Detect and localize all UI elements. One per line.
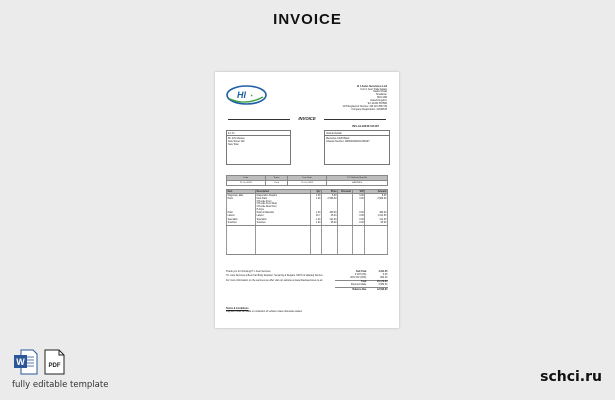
item-cell: Paint (227, 212, 256, 215)
company-line: United Kingdom (369, 99, 387, 103)
qty-cell: 1.00 (310, 212, 321, 215)
totals-value: 862.30 (380, 276, 388, 279)
filler-cell (338, 226, 352, 255)
vat-cell: 0.00 (352, 198, 365, 212)
company-details (307, 85, 387, 112)
terms-section (226, 308, 366, 314)
description-line: O/S side Front Rear (256, 203, 277, 206)
thank-you-notes (226, 271, 326, 284)
description-line: Diagnostics Repairs (256, 194, 277, 197)
col-description: Description (255, 190, 310, 194)
meta-due-date: 21 Oct 2022 (288, 181, 327, 186)
totals-label: Balance Due (335, 287, 367, 291)
description-line: Specialist (256, 218, 267, 221)
col-amount: Amount (365, 190, 388, 194)
company-line: SM1 2AB (376, 96, 387, 100)
vat-cell: 0.00 (352, 212, 365, 215)
item-cell: Parts (227, 198, 256, 212)
description-line: Pumps (256, 208, 264, 211)
qty-cell: 1.00 (310, 222, 321, 226)
description-cell (255, 198, 310, 212)
meta-header-date: Date (227, 176, 266, 181)
filler-cell (365, 226, 388, 255)
col-vat: VAT (352, 190, 365, 194)
bill-to-box (226, 130, 291, 165)
amount-cell: 480.00 (365, 212, 388, 215)
vehicle-details-box (324, 130, 390, 165)
amount-cell: 121.00 (365, 218, 388, 221)
table-row (227, 198, 388, 212)
vehicle-detail-line: Mercedes C220 Black (326, 136, 350, 140)
filler-cell (321, 226, 337, 255)
col-discount: Discount (338, 190, 352, 194)
discount-cell (338, 198, 352, 212)
totals-label: 0 VAT (0%) (354, 273, 367, 276)
price-cell: 8.00 (321, 194, 337, 198)
company-line: Smalltown (375, 93, 387, 97)
meta-header-due-date: Due Date (288, 176, 327, 181)
totals-value: 0.00 (382, 273, 388, 276)
price-cell: 65.00 (321, 222, 337, 226)
page-title: INVOICE (273, 11, 342, 28)
meta-header-terms: Terms (265, 176, 287, 181)
meta-header-reg-no: P.O./Vehicle Reg No (327, 176, 388, 181)
thank-you-line: Thank you for choosing H.I. Auto Services (226, 270, 271, 273)
col-qty: Qty (310, 190, 321, 194)
qty-cell: 1.00 (310, 194, 321, 198)
filler-cell (310, 226, 321, 255)
item-cell: Sundries (227, 222, 256, 226)
amount-cell: 65.00 (365, 222, 388, 226)
svg-text:✦: ✦ (250, 93, 254, 98)
invoice-sheet (215, 72, 399, 328)
table-row-filler (227, 226, 388, 255)
vat-cell: 0.00 (352, 218, 365, 221)
meta-date: 21 Oct 2022 (227, 181, 266, 186)
description-line: O/S side Rear Door (256, 205, 277, 208)
totals-label: Payment Made (350, 284, 367, 287)
totals-label: Total (335, 280, 367, 284)
totals-value: 4,311.50 (378, 270, 388, 273)
company-line: VAT Registered Number: GB 123 4567 89 (342, 104, 387, 108)
invoice-number: INV-AL12345-VO137 (352, 124, 379, 128)
col-price: Price (321, 190, 337, 194)
price-cell: 45.00 (321, 215, 337, 218)
pdf-icon-label: PDF (48, 363, 61, 369)
amount-cell: 8.00 (365, 194, 388, 198)
filler-cell (227, 226, 256, 255)
invoice-heading: INVOICE (298, 116, 316, 121)
vat-cell: 0.00 (352, 194, 365, 198)
pdf-file-icon (45, 350, 64, 374)
bill-to-line: Mr John Davies (228, 136, 245, 140)
col-item: Item (227, 190, 256, 194)
brand-watermark: schci.ru (540, 369, 602, 385)
file-format-icons (13, 349, 69, 375)
vehicle-detail-line: Chassis Number: WDD2040022A156227 (326, 139, 370, 143)
item-cell: Labour (227, 215, 256, 218)
totals-value: £2,593.80 (367, 287, 388, 291)
description-line: New Parts (256, 198, 268, 200)
totals-value: £5,173.80 (367, 280, 388, 284)
company-line: Company Registration: 12345678 (351, 107, 387, 111)
description-line: Paint & Materials (256, 211, 274, 214)
bill-to-line: New Street 123 (228, 139, 245, 143)
template-caption: fully editable template (12, 380, 109, 390)
thank-you-line: H.I. Auto Services a Best Car Body Repairer, Servicing & Repairs, MOTs & Valeting Service (226, 274, 323, 278)
qty-cell: 1.00 (310, 218, 321, 221)
bill-to-line: New Town (228, 142, 239, 146)
vehicle-details-header: Vehicle Details (325, 131, 389, 136)
totals-value: 2,580.00 (378, 284, 388, 287)
terms-heading: Terms & Conditions (226, 307, 249, 310)
company-line: Station Road (373, 90, 387, 94)
company-line: Unit 3, Auto Trade Estate (360, 87, 387, 91)
totals-label: Sub Total (356, 270, 367, 273)
thank-you-line: For more information on the services we offer visit our website at www.hiautoservices.co.uk (226, 278, 323, 282)
word-file-icon (14, 350, 37, 374)
meta-reg-no: SA22BKG (327, 181, 388, 186)
company-logo (226, 84, 267, 106)
totals-label: 20% VAT (20%) (350, 276, 367, 279)
invoice-meta-table (226, 175, 388, 186)
svg-text:HI: HI (237, 90, 246, 100)
totals-row (335, 287, 388, 291)
bill-to-header: Inv To (227, 131, 290, 136)
price-cell: 480.00 (321, 212, 337, 215)
qty-cell: 1.00 (310, 198, 321, 212)
description-line: Labour (256, 215, 264, 218)
line-items-table (226, 189, 388, 255)
item-cell: Diagnosis, Elite (227, 194, 256, 198)
totals-table (335, 270, 388, 291)
price-cell: 2,566.00 (321, 198, 337, 212)
company-name: H I Auto Services Ltd (356, 84, 387, 88)
amount-cell: 1,011.50 (365, 215, 388, 218)
vat-cell: 0.00 (352, 222, 365, 226)
word-icon-label: W (16, 356, 25, 367)
item-cell: Specialist (227, 218, 256, 221)
filler-cell (255, 226, 310, 255)
meta-terms: Cash (265, 181, 287, 186)
company-line: Tel: 01234 567890 (367, 101, 387, 105)
amount-cell: 2,566.00 (365, 198, 388, 212)
vat-cell: 0.00 (352, 215, 365, 218)
price-cell: 121.00 (321, 218, 337, 221)
terms-text: Payment must be made on collection of vehicle unless otherwise stated. (226, 309, 303, 313)
description-line: O/S side Front (256, 200, 272, 203)
description-line: Sundries (256, 222, 266, 225)
invoice-heading-row (228, 116, 386, 121)
qty-cell: 16.7 (310, 215, 321, 218)
filler-cell (352, 226, 365, 255)
